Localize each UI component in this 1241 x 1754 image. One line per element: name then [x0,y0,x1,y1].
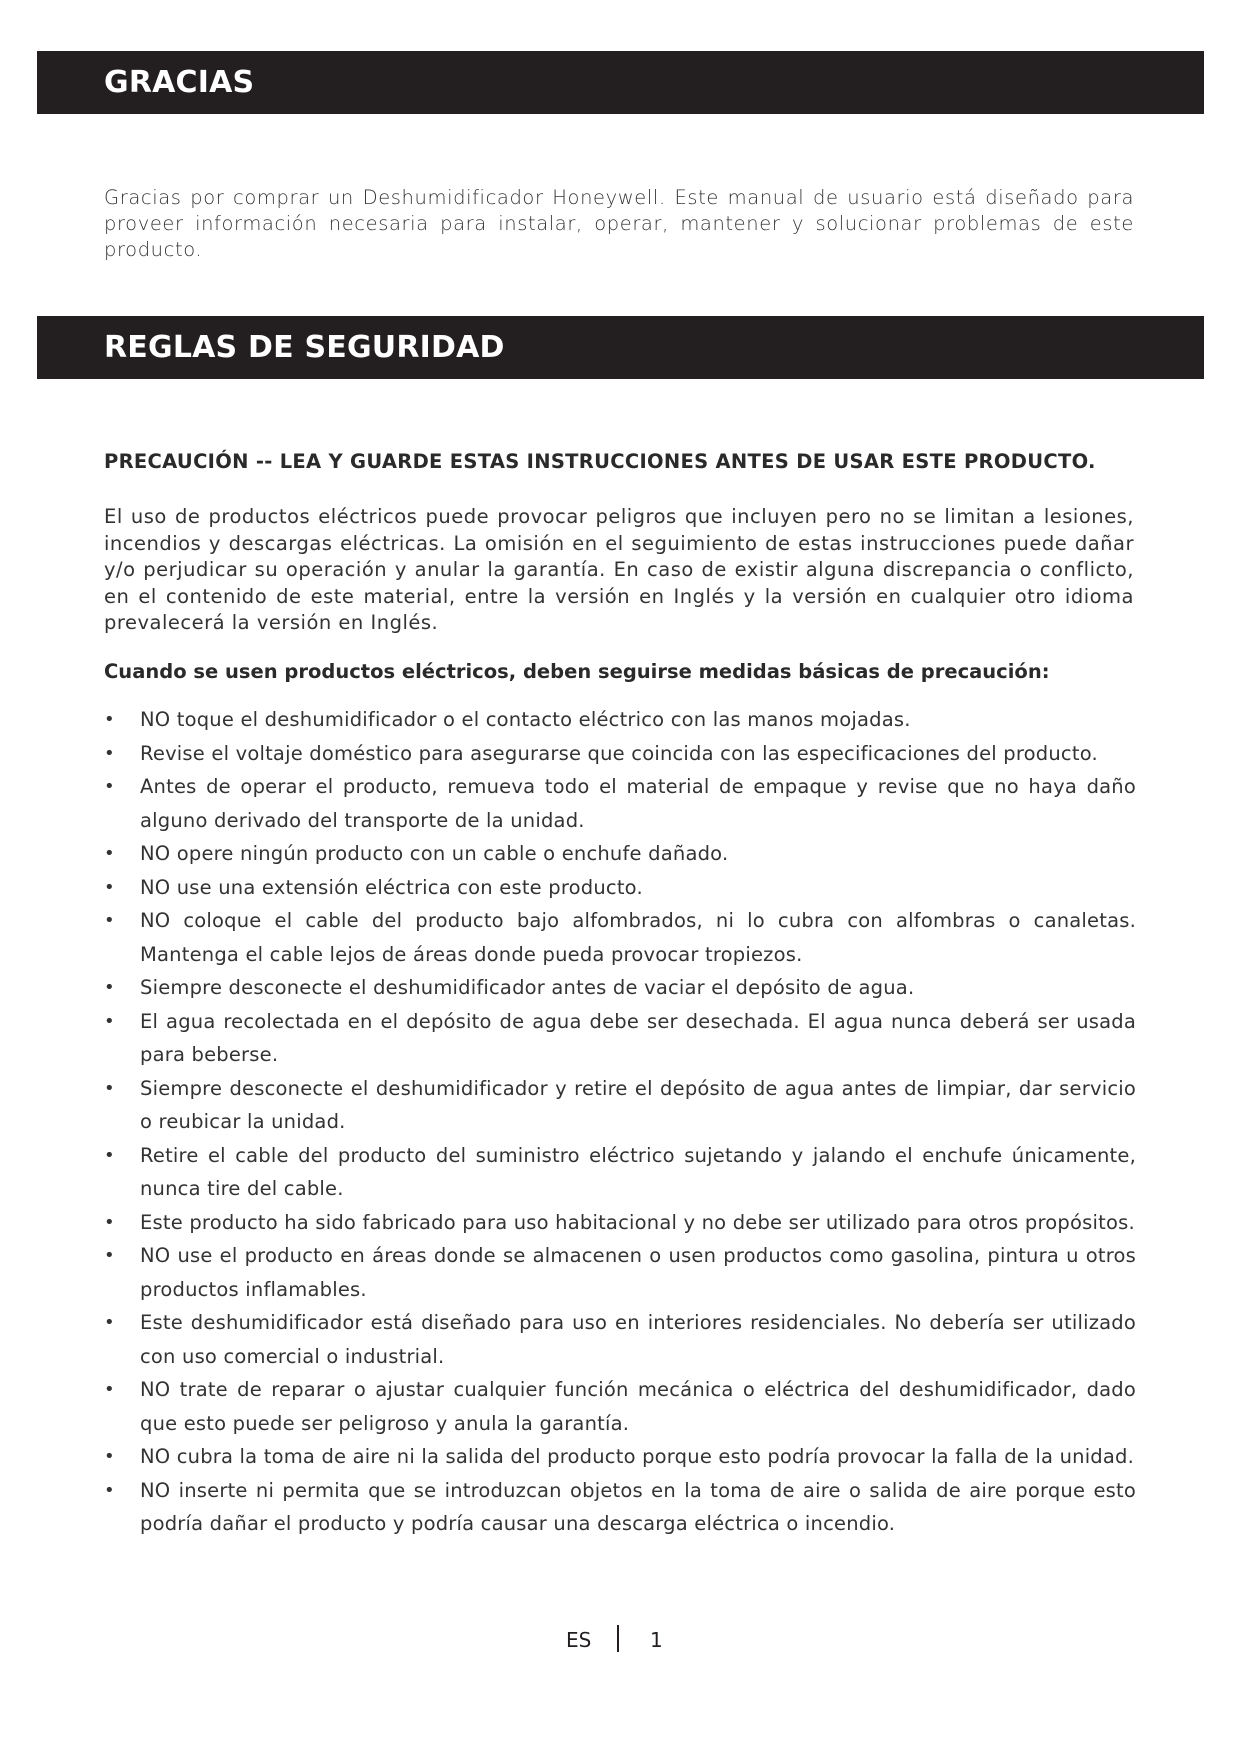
list-item [104,1005,1136,1072]
rule-text: NO trate de reparar o ajustar cualquier función mecánica o eléctrica del deshumidificador, dado que esto puede ser peligroso y anula la garantía. [140,1378,1136,1435]
bullet-icon: • [104,1245,115,1266]
precaution-subheading: Cuando se usen productos eléctricos, deben seguirse medidas básicas de precaución: [104,660,1050,683]
section-header-safety [37,316,1204,379]
bullet-icon: • [104,1379,115,1400]
bullet-icon: • [104,843,115,864]
bullet-icon: • [104,709,115,730]
rule-text: NO opere ningún producto con un cable o enchufe dañado. [140,842,729,865]
list-item [104,1206,1136,1240]
rule-text: Este deshumidificador está diseñado para uso en interiores residenciales. No debería ser utilizado con uso comercial o industrial. [140,1311,1136,1368]
list-item [104,837,1136,871]
list-item [104,871,1136,905]
rule-text: Siempre desconecte el deshumidificador antes de vaciar el depósito de agua. [140,976,915,999]
bullet-icon: • [104,1211,115,1233]
rule-text: Siempre desconecte el deshumidificador y retire el depósito de agua antes de limpiar, dar servicio o reubicar la unidad. [140,1076,1136,1133]
bullet-icon: • [104,1144,115,1166]
bullet-icon: • [104,876,115,898]
footer-language: ES [566,1628,592,1652]
section-title-safety: REGLAS DE SEGURIDAD [104,330,505,365]
safety-rules-list [104,703,1136,1541]
rule-text: NO coloque el cable del producto bajo alfombrados, ni lo cubra con alfombras o canaletas. Mantenga el cable lejos de áreas donde pueda provocar tropiezos. [140,909,1136,966]
rule-text: NO cubra la toma de aire ni la salida del producto porque esto podría provocar la falla de la unidad. [140,1445,1135,1468]
rule-text: Retire el cable del producto del suministro eléctrico sujetando y jalando el enchufe únicamente, nunca tire del cable. [140,1143,1136,1200]
list-item [104,1373,1136,1440]
bullet-icon: • [104,1010,115,1032]
list-item [104,703,1136,737]
bullet-icon: • [104,776,115,797]
bullet-icon: • [104,1077,115,1099]
section-header-gracias [37,51,1204,114]
rule-text: NO inserte ni permita que se introduzcan objetos en la toma de aire o salida de aire porque esto podría dañar el producto y podría causar una descarga eléctrica o incendio. [140,1478,1136,1535]
list-item [104,1474,1136,1541]
caution-heading: PRECAUCIÓN -- LEA Y GUARDE ESTAS INSTRUCCIONES ANTES DE USAR ESTE PRODUCTO. [104,450,1096,473]
list-item [104,1072,1136,1139]
rule-text: NO toque el deshumidificador o el contacto eléctrico con las manos mojadas. [140,708,911,731]
rule-text: Revise el voltaje doméstico para asegurarse que coincida con las especificaciones del producto. [140,741,1098,765]
list-item [104,770,1136,837]
footer-divider [617,1625,619,1652]
bullet-icon: • [104,742,115,764]
list-item [104,1139,1136,1206]
rule-text: NO use una extensión eléctrica con este producto. [140,875,643,899]
list-item [104,1440,1136,1474]
warning-paragraph: El uso de productos eléctricos puede provocar peligros que incluyen pero no se limitan a lesiones, incendios y descargas eléctricas. La omisión en el seguimiento de estas instrucciones puede dañar y/o perjudicar su operación y anular la garantía. En caso de existir alguna discrepancia o conflicto, en el contenido de este material, entre la versión en Inglés y la versión en cualquier otro idioma prevalecerá la versión en Inglés. [104,505,1134,634]
list-item [104,971,1136,1005]
bullet-icon: • [104,1479,115,1501]
rule-text: Este producto ha sido fabricado para uso habitacional y no debe ser utilizado para otros propósitos. [140,1210,1135,1234]
list-item [104,737,1136,771]
rule-text: NO use el producto en áreas donde se almacenen o usen productos como gasolina, pintura u otros productos inflamables. [140,1244,1136,1301]
rule-text: Antes de operar el producto, remueva todo el material de empaque y revise que no haya daño alguno derivado del transporte de la unidad. [140,775,1136,832]
page-number: 1 [650,1628,663,1652]
rule-text: El agua recolectada en el depósito de agua debe ser desechada. El agua nunca deberá ser usada para beberse. [140,1009,1136,1066]
bullet-icon: • [104,977,115,998]
bullet-icon: • [104,910,115,931]
intro-paragraph: Gracias por comprar un Deshumidificador Honeywell. Este manual de usuario está diseñado para proveer información necesaria para instalar, operar, mantener y solucionar problemas de este producto. [104,186,1134,261]
section-title-gracias: GRACIAS [104,65,255,100]
bullet-icon: • [104,1312,115,1333]
list-item [104,1239,1136,1306]
bullet-icon: • [104,1446,115,1467]
list-item [104,1306,1136,1373]
page-footer [0,1625,1241,1655]
list-item [104,904,1136,971]
